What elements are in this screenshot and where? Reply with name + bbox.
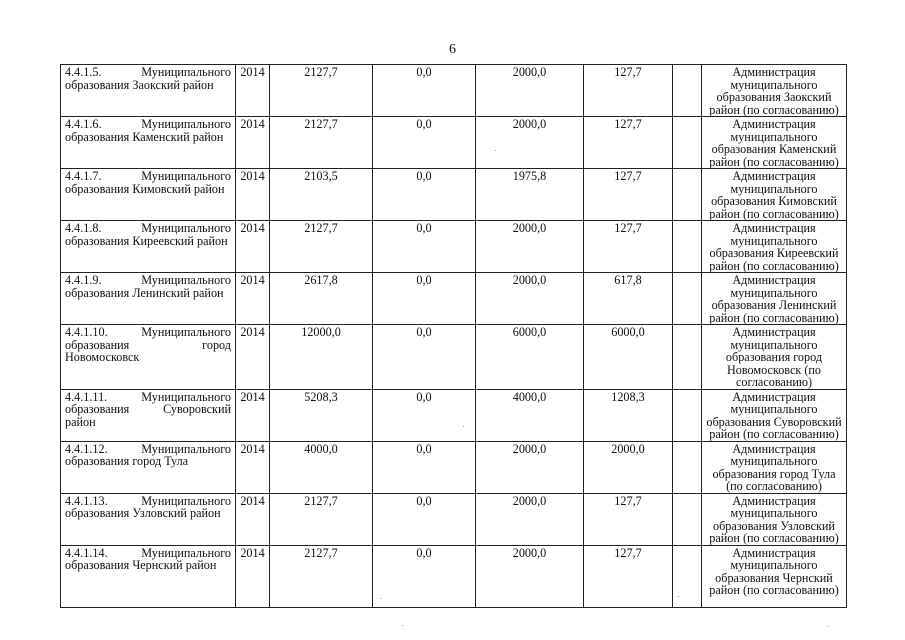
row-name-cell: 4.4.1.14. Муниципального образования Чернский район: [61, 545, 236, 607]
row-federal-cell: 0,0: [373, 221, 476, 273]
table-row: [61, 117, 847, 169]
row-regional-cell: 1975,8: [476, 169, 584, 221]
row-name-cell: 4.4.1.10. Муниципального образования город Новомосковск: [61, 325, 236, 390]
row-regional-cell: 2000,0: [476, 221, 584, 273]
row-executor-cell: Администрация муниципального образования Узловский район (по согласованию): [702, 493, 847, 545]
row-total-cell: 2127,7: [270, 65, 373, 117]
row-total-cell: 4000,0: [270, 441, 373, 493]
scan-speck: [678, 596, 679, 597]
row-year-cell: 2014: [236, 221, 270, 273]
row-regional-cell: 2000,0: [476, 273, 584, 325]
row-name-cell: 4.4.1.8. Муниципального образования Киреевский район: [61, 221, 236, 273]
row-regional-cell: 6000,0: [476, 325, 584, 390]
row-total-cell: 5208,3: [270, 389, 373, 441]
row-municipal-cell: 6000,0: [584, 325, 673, 390]
row-federal-cell: 0,0: [373, 493, 476, 545]
row-executor-cell: Администрация муниципального образования Заокский район (по согласованию): [702, 65, 847, 117]
row-municipal-cell: 127,7: [584, 493, 673, 545]
row-other-cell: [673, 117, 702, 169]
scan-speck: [495, 150, 496, 151]
row-name-cell: 4.4.1.11. Муниципального образования Суворовский район: [61, 389, 236, 441]
row-year-cell: 2014: [236, 117, 270, 169]
row-other-cell: [673, 545, 702, 607]
row-other-cell: [673, 273, 702, 325]
row-name-cell: 4.4.1.12. Муниципального образования город Тула: [61, 441, 236, 493]
row-executor-cell: Администрация муниципального образования Каменский район (по согласованию): [702, 117, 847, 169]
row-executor-cell: Администрация муниципального образования город Новомосковск (по согласованию): [702, 325, 847, 390]
row-executor-cell: Администрация муниципального образования город Тула (по согласованию): [702, 441, 847, 493]
row-municipal-cell: 127,7: [584, 117, 673, 169]
row-other-cell: [673, 169, 702, 221]
row-municipal-cell: 1208,3: [584, 389, 673, 441]
table-row: [61, 389, 847, 441]
row-executor-cell: Администрация муниципального образования Ленинский район (по согласованию): [702, 273, 847, 325]
row-regional-cell: 2000,0: [476, 441, 584, 493]
row-name-cell: 4.4.1.6. Муниципального образования Каменский район: [61, 117, 236, 169]
table-row: [61, 273, 847, 325]
scan-speck: [463, 426, 464, 427]
row-executor-cell: Администрация муниципального образования Суворовский район (по согласованию): [702, 389, 847, 441]
row-total-cell: 2103,5: [270, 169, 373, 221]
row-year-cell: 2014: [236, 441, 270, 493]
row-municipal-cell: 2000,0: [584, 441, 673, 493]
row-regional-cell: 2000,0: [476, 117, 584, 169]
row-year-cell: 2014: [236, 65, 270, 117]
row-other-cell: [673, 493, 702, 545]
table-row: [61, 493, 847, 545]
row-regional-cell: 2000,0: [476, 493, 584, 545]
row-total-cell: 2127,7: [270, 221, 373, 273]
table-row: [61, 325, 847, 390]
table-row: [61, 169, 847, 221]
row-federal-cell: 0,0: [373, 65, 476, 117]
row-federal-cell: 0,0: [373, 389, 476, 441]
row-municipal-cell: 127,7: [584, 65, 673, 117]
row-other-cell: [673, 325, 702, 390]
table-row: [61, 545, 847, 607]
row-other-cell: [673, 389, 702, 441]
row-year-cell: 2014: [236, 169, 270, 221]
row-regional-cell: 4000,0: [476, 389, 584, 441]
row-federal-cell: 0,0: [373, 273, 476, 325]
table-row: [61, 221, 847, 273]
row-regional-cell: 2000,0: [476, 545, 584, 607]
row-year-cell: 2014: [236, 273, 270, 325]
row-regional-cell: 2000,0: [476, 65, 584, 117]
row-total-cell: 2127,7: [270, 117, 373, 169]
row-total-cell: 12000,0: [270, 325, 373, 390]
row-name-cell: 4.4.1.13. Муниципального образования Узловский район: [61, 493, 236, 545]
table-row: [61, 441, 847, 493]
row-year-cell: 2014: [236, 325, 270, 390]
row-year-cell: 2014: [236, 493, 270, 545]
row-federal-cell: 0,0: [373, 169, 476, 221]
scan-speck: [380, 598, 381, 599]
row-other-cell: [673, 65, 702, 117]
row-total-cell: 2127,7: [270, 493, 373, 545]
page-number: 6: [449, 42, 456, 57]
row-other-cell: [673, 221, 702, 273]
row-executor-cell: Администрация муниципального образования Кимовский район (по согласованию): [702, 169, 847, 221]
row-name-cell: 4.4.1.9. Муниципального образования Ленинский район: [61, 273, 236, 325]
row-municipal-cell: 127,7: [584, 169, 673, 221]
scan-speck: [402, 625, 403, 626]
table-body: [61, 65, 847, 608]
row-year-cell: 2014: [236, 389, 270, 441]
scan-speck: [828, 626, 829, 627]
row-federal-cell: 0,0: [373, 441, 476, 493]
table-row: [61, 65, 847, 117]
row-executor-cell: Администрация муниципального образования Чернский район (по согласованию): [702, 545, 847, 607]
row-executor-cell: Администрация муниципального образования Киреевский район (по согласованию): [702, 221, 847, 273]
row-year-cell: 2014: [236, 545, 270, 607]
row-name-cell: 4.4.1.5. Муниципального образования Заокский район: [61, 65, 236, 117]
measures-table: [60, 64, 847, 608]
row-total-cell: 2617,8: [270, 273, 373, 325]
row-other-cell: [673, 441, 702, 493]
row-name-cell: 4.4.1.7. Муниципального образования Кимовский район: [61, 169, 236, 221]
row-federal-cell: 0,0: [373, 325, 476, 390]
row-municipal-cell: 617,8: [584, 273, 673, 325]
row-total-cell: 2127,7: [270, 545, 373, 607]
row-federal-cell: 0,0: [373, 117, 476, 169]
row-municipal-cell: 127,7: [584, 221, 673, 273]
row-federal-cell: 0,0: [373, 545, 476, 607]
row-municipal-cell: 127,7: [584, 545, 673, 607]
